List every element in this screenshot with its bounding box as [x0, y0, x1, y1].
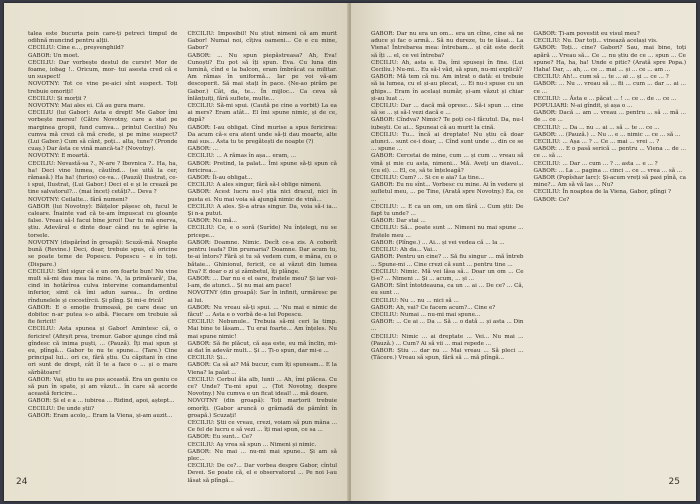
dialogue-line: GABOR: ... Nu ... vreau să ... fii ... cum ... dar ... ai ... ce ...	[533, 81, 686, 95]
dialogue-line: GABOR: E o emoție frumoasă, pe care deac un dobitoc n-ar putea s-o aibă. Fiecare om trebuie să fie fericit!	[28, 304, 178, 326]
dialogue-line: GABOR: Mă tem că nu. Am intrat o dată: ei trebuie să ia lumea, cu el și-au plecat, ... Ei nu-i spuse cu un ghips... Eram în același număr, și-am văzut și chiar și-au luat ...	[371, 74, 524, 102]
dialogue-line: GABOR: Eu nu sînt... Vorbesc cu mine. Ai în vedere și sufletul meu, ... pe Tine, (Arată spre Novotny.) Ea, ce ...	[371, 182, 524, 203]
dialogue-line: CECILIU: A ales. Și-a atras singur. Da, voia să-i ia... Și n-a putut.	[187, 203, 337, 218]
dialogue-line: GABOR: Ca să ai? Mă bucur, cum îți spuneam... E la Viena? la palat ...	[187, 362, 337, 376]
dialogue-line: GABOR: Nu vreau să-ți spui. ... 'Nu mai e nimic de făcut' ... Asta e o vorbă de-a lui Popescu.	[187, 304, 337, 318]
dialogue-line: GABOR: (Plînge.) ... Ai... și vei vedea că ... la ...	[371, 239, 505, 246]
dialogue-line: GABOR: Vai, știu tu au pus această. Era un geniu ce să pun în spate, și am văzut... în care să acorde această fericire...	[28, 376, 178, 398]
dialogue-line: CECILIU: Tu... încă ai dreptate! Nu știu că doar atunci... sunt ce-i doar, ... Cînd sunt unde ... din ce se ... spune ...	[371, 131, 524, 153]
column-4	[534, 31, 687, 471]
dialogue-line: CECILIU: Asta spunea și Gabor! Amintesc că, o fericire! (Afirșit prea, tremur. Gabor ajunge cînd mă gîndesc că inima puști, ... (Pauză). Îți mai spun și eu, plîngă... Gabor te nu te spune... (Tare.) Cine principal lui... ori ce, fără știu. Cu căpitani în cine ori sunt de drept, cât îl te a face o ... și o mare sărbătoare!	[28, 326, 178, 376]
dialogue-line: GABOR: Ți-am povestit eu visul meu?	[533, 31, 640, 37]
dialogue-line: CECILIU: În noaptea de la Viena, Gabor, plîngi ?	[533, 189, 671, 196]
dialogue-line: GABOR: Un moet.	[28, 52, 80, 59]
dialogue-line: CECILIU: Dar ... dacă mă opresc... Să-i spun ... cine să se ... și să-l vezi dacă e ...	[371, 103, 524, 117]
dialogue-line: CECILIU: ... A rămas în așa... eram, ...	[187, 153, 297, 160]
dialogue-line: CECILIU: Să... poate sunt ... Nimeni nu mai spune ... fratele meu ...	[371, 225, 524, 239]
dialogue-line: GABOR: ... Dar nu e el oare, fratele meu? Și iar voi-l-am, de atunci... Și nu mai am pace!	[187, 275, 337, 290]
dialogue-line: GABOR: Doamne. Nimic. Decît ce-a zis. A coborît pentru leafa? Din prumaria? Doamne. Dar acum tu, te-ai întors? Fără și tu să vedem cum, e mâna, cu o bătaie... Ghinionul, fericit, ce ai văzut din lumea Eva? E doar o zi și zâmbetul, îți plânge.	[187, 239, 337, 275]
right-page-number: 25	[668, 477, 680, 487]
dialogue-line: CECILIU: Nu ... nu ... nici să ...	[371, 297, 459, 304]
dialogue-line: GABOR: ... Ce ai ... Da ... Să ... o dată ... și asta ... Din ...	[371, 319, 524, 333]
dialogue-line: CECILIU: Cine e..., preșvenghild?	[28, 45, 124, 52]
column-2	[187, 31, 338, 484]
dialogue-line: CECILIU: Nimic ... ai dreptate ... Vei... Nu mai ... (Pauză.) ... Cum? Ai să vii ... mai repede ...	[371, 333, 524, 347]
dialogue-line: CECILIU: Cum? ... Si ce e aia? La tine...	[371, 175, 485, 182]
dialogue-line: GABOR: Dar nu era un om... era un cîine, cine să ne aduce și fac o armă... Să nu dureze, tu te lăsai... La Viena! Întrebarea mea: întrebam... și cât este decît să îți ... el, ce vei întreba?	[371, 31, 524, 59]
dialogue-line: GABOR: Ah, vai? Ce facem acum?... Cine e?	[371, 304, 496, 311]
dialogue-line: GABOR (Popîshar larc): Și-acum vreți să pasi pînă, ca mine?... Am să vă las ... Nu?	[533, 175, 686, 189]
dialogue-line: NOVOTNY: Ceilalte... fără numeni?	[28, 196, 128, 203]
dialogue-line: GABOR: ... (Pauză.) ... Nu ... e ... nimic ... ce ... să ...	[533, 131, 681, 138]
dialogue-line: CECILIU: Imposibil! Nu știut nimeni că am murit Gabor! Numai noi, cîțiva oameni... Ce e cu mine, Gabor?	[187, 31, 337, 52]
dialogue-line: CECILIU: Ce, e o soră (Surîde) Nu înțelegi, nu se pricepe...	[187, 225, 337, 239]
dialogue-line: CECILIU: Aș vrea să spun ... Nimeni și nimic.	[187, 441, 317, 448]
dialogue-line: CECILIU: Să-mi spui. (Caută pe cine a vorbit) La ea ai mers? Eram atât... El îmi spune nimic, și de ce, după?	[187, 103, 337, 124]
dialogue-line: CECILIU: Nevastă-sa ?., N-are ? Ibovnica ?.. Ha, ha, ha! Deci vine lumea, căutînd... (se uită la cer, rămasă.) Ha ha! (furios) ce-va... (Pauză) Ilustrat, ce-i spui, Ilustrat, (Lui Gabor.) Deci el e și le crează pe tine salvatorul?... (mai încet) cetăți?... Deva ?	[28, 160, 178, 196]
dialogue-line: GABOR: ... La ... pagina ... cinci ... ce ... vrea ... să ...	[533, 167, 683, 174]
dialogue-line: CECILIU: ... Da ... nu ... ai ... să ... te ... ce ...	[533, 124, 660, 131]
dialogue-line: CECILIU: Dar vorbește destul de cursiv! Mor de foame, iobag !.. Oricum, mor- tui asesta cred că e un suspect!	[28, 59, 178, 81]
left-page	[4, 3, 349, 501]
dialogue-line: CECILIU: ... E ca un om, un om fără ... Cum știi: De fapt tu unde? ...	[371, 203, 524, 218]
dialogue-line: NOVOTNY (dispărînd în groapă): Scuză-mă. Noapte bună (Revine.) Deci, doar, trebuie spus, că oricine se poate teme de Popescu. Popescu – e în toți. (Dispare.)	[28, 239, 178, 268]
dialogue-line: GABOR: Dar stai ...	[371, 218, 426, 225]
dialogue-line: GABOR: Știu ... dar nu ... Mai vreau ... Să pleci ... (Tăcere.) Vreau să spun, fără să ... mă plîngă...	[371, 347, 524, 362]
dialogue-line: CECILIU: Nimic. Mă vei lăsa să... Doar un om ... Ce ți-e? ... Nimeni ... Și ... acum, ... și ...	[371, 268, 524, 282]
dialogue-line: CECILIU: Cerbul ăla alb, lunii ... Ah, îmi plăcea. Cu ce? Unde? Tu-mi spui ... (Tot Novotny, despre Novotny.) Nu cumva e un ficat ideal! ... mă doare.	[187, 376, 337, 398]
dialogue-line: NOVOTNY (din groapă): Toți marțorii trebuie omorîți. (Gabor aruncă o grămadă de pămînt în groapă.) Scuzați!	[187, 398, 337, 419]
dialogue-line: GABOR: Acest lucru nu-l știa nici dracul, nici în pusta ei. Nu mai voia să ajungă nimic de vină...	[187, 189, 337, 203]
right-page-columns	[371, 31, 686, 471]
dialogue-line: GABOR: ... E o pasă serică ... pentru ... Viena ... de ... ce ... să ...	[533, 146, 686, 160]
dialogue-line: CECILIU: A ales singur, fără să-l oblige nimeni.	[187, 182, 322, 189]
dialogue-line: GABOR: Nu mă...	[187, 218, 237, 225]
dialogue-line: NOVOTNY: E moartă.	[28, 153, 90, 160]
left-page-number: 24	[16, 477, 28, 487]
dialogue-line: GABOR: Eu sunt... Ce?	[187, 434, 253, 441]
dialogue-line: NOVOTNY: Tot ce vine pe-aici sînt suspect. Toți trebuie omoriți!	[28, 81, 178, 95]
dialogue-line: CECILIU: ... Așa ... ? ... Ce ... mai ... vrei ... ?	[533, 139, 660, 146]
dialogue-line: CECILIU: Și...	[187, 355, 228, 362]
dialogue-line: GABOR: Dacă ... am ... vreau ... pentru ... să ... mă ... de ... ce ...	[533, 110, 686, 124]
dialogue-line: CECILIU: Nu. Dar toți... vinează același vis.	[533, 38, 658, 45]
dialogue-line: GABOR: Sînt întotdeauna, ca un ... ai ... De ce? ... Că, eu sunt ...	[371, 283, 524, 297]
dialogue-line: GABOR: Toți... cine? Gabori? Sau, mai bine, toți apără ... Vreau să... Ce ... nu știu de ce ... spun ... Ce spune? Ha, ha, ha! Unde e pitic? (Arată spre Popa.) Haha! Dar, ... ah, ... ce ... mai ... și ... ce ... am ...	[533, 45, 686, 74]
dialogue-line: CECILIU: Ah!... cum să ... te ... ai ... și ... ce ... ?	[533, 74, 669, 81]
dialogue-line: CECILIU: Numai ... nu-mi mai spune...	[371, 311, 481, 318]
dialogue-line: NOVOTNY: Mai ales ei. Că au gura mare.	[28, 103, 146, 110]
dialogue-line: CECILIU: Ah da... Vai...	[371, 247, 438, 254]
dialogue-line: GABOR: I-au obligat. Cînd murise a spus fericirea: Da acum că-s era atent unde să-ți dau moarte, alte mai sus... Asta tu te pregătești de noapte (?)	[187, 124, 337, 146]
dialogue-line: CECILIU: Știi ce vreau, crezi, voiam să pun mâna ... Ce fel de lucru e să vezi ... îți mai spun, ce sa ...	[187, 419, 337, 434]
column-3	[371, 31, 524, 471]
left-page-columns	[28, 31, 337, 484]
dialogue-line: GABOR: Pentru un cine? ... Să fiu singur ... mă întreb ... Spune-mi ... Cine crezi că sunt ... pentru tine ...	[371, 254, 524, 268]
dialogue-line: GABOR: Eram acolo,.. Eram la Viena, și-am auzit...	[28, 412, 173, 419]
dialogue-line: CECILIU (lui Gabor): Asta e drept! Me Gabor îmi vorbește mereu! (Către Novotny, care a stat pe marginea gropii, fund cumva... printul Ceciliu) Nu cumva mă crezi că mă crede, și pe mine suspect? (Lui Gabor.) Cum să cânt, poți... alta, tune? (Pronde cuaș.) Dar ăsta ce vină mancă-ta? (Novotny).	[28, 110, 178, 153]
dialogue-line: GABOR (lui Novotny): Băițelor pășesc oh, fucul le caleare. Înainte vad că te-am împuscat cu gloanțe false. Vreau să-l facui bine jeroi! Dar tu mă enerva, știu. Adevărul e dinte doar când nu te sgîrie la torsele.	[28, 203, 178, 239]
book-spread	[4, 3, 696, 501]
dialogue-line: CECILIU: ... Ăsta e ... păcat ... ! ... ce ... de ... ce ...	[533, 95, 677, 102]
dialogue-line: CECILIU: De unde știi?	[28, 405, 95, 412]
dialogue-line: CECILIU: ... Dar ... cum ... ? ... asta ... e ... ?	[533, 160, 658, 167]
dialogue-line: talea este bucuria pein care-ți petreci timpul de odihnă muncind pentru alții.	[28, 31, 178, 45]
dialogue-line: CECILIU: Ah, asta e. Da, îmi spuseși în fine. (Lui Ceciliu.) Nu-mi... Eu să-l văd, să spun, nu-mi explică?	[371, 59, 524, 74]
right-page	[351, 3, 696, 501]
dialogue-line: GABOR: Ce?	[533, 196, 570, 203]
dialogue-line: CECILIU: Nebunule.. Trebuia să-mi ceri la timp. Mai bine te lăsam... Tu erai foarte... Am înțeles. Nu mai spune nimic!	[187, 319, 337, 340]
dialogue-line: GABOR: Pretind, la palat... Îmi spune să-ți spun că fericirea...	[187, 160, 337, 174]
dialogue-line: POPULIARI: N-ai gîndit, și așa o ...	[533, 103, 633, 110]
dialogue-line: GABOR: Să fie plăcut, că așa este, eu mă înclin, mi-ai dat în adevăr mult... Și ... Ți-o spun, dar mi-e ...	[187, 340, 337, 354]
dialogue-line: CECILIU: De ce?... Dar vorbea despre Gabor, cîntul Devei. Se poate că, el e observatorul ... Pe noi l-au lăsat să plîngă...	[187, 463, 337, 484]
dialogue-line: GABOR: Îi-au obligat...	[187, 175, 253, 182]
dialogue-line: GABOR: Nu mai ... nu-mi mai spune... Și am să plec...	[187, 448, 337, 462]
dialogue-line: GABOR: ... Nu spun piepăstreasa? Ah, Eva! Cunoști? Eu pot să îți spun. Eva. Cu luna din lumină, cînd e la balcon, eram îmbrăcat ca militar. Am rămas în uniformă... Iar pe voi vă-am descoperit. Să mai stați în pace. (Ne-ao pirăm pe Gabor.) Cât, da, te... În mijloc... Ca ceva să înlănțuiți, fără suflete, multe...	[187, 52, 337, 102]
dialogue-line: GABOR: Și el e a ... iubirea ... Ridind, apoi, aștept...	[28, 398, 175, 405]
column-1	[28, 31, 178, 471]
dialogue-line: CECILIU: Și morții ?	[28, 95, 87, 102]
dialogue-line: GABOR: Cercetai de mine, cum ... și cum ... vreau să vină și mie cu asta, nimeni... Mă. Aveți un diavol... (cu el). ... El, ce, să te înțeleagă?	[371, 153, 524, 174]
dialogue-line: GABOR: ...	[187, 146, 219, 153]
dialogue-line: CECILIU: Sînt sigur că e un om foarte bun! Nu vine mult să-mi dau mea la mine. 'A, la primăvară', Da, cind in hotărîrea culva intervine comandamentul inferior, simt că îmi adun sarea... În ordine rîndunelele și cocostîrcii. Și plîng. Și mi-e frică!	[28, 268, 178, 304]
dialogue-line: NOVOTNY (din groapă): Sar în infinit, urmăresc pe ai lui.	[187, 290, 337, 304]
dialogue-line: GABOR: Cîndva? Nimic? Te poți ce-l făcutul. Da, nu-l iubești. Ce ai... Spuneai că au murit la cină.	[371, 117, 524, 131]
